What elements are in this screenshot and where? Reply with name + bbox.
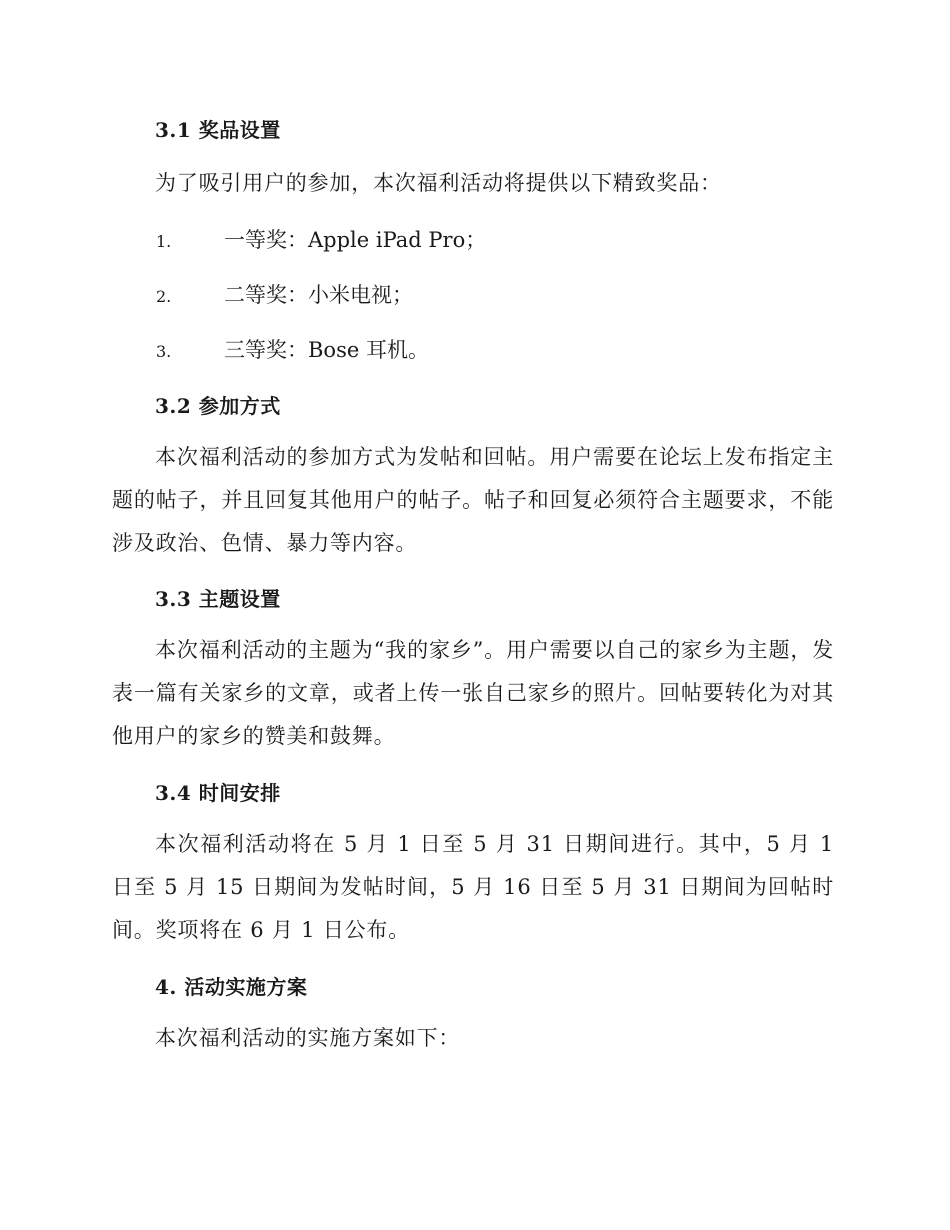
section-heading-3-2: 3.2 参加方式 bbox=[155, 394, 281, 418]
prize-text: 二等奖：小米电视； bbox=[224, 283, 413, 307]
list-number: 2. bbox=[156, 287, 172, 306]
prize-text: 一等奖：Apple iPad Pro； bbox=[224, 228, 487, 252]
prize-list-item bbox=[156, 334, 429, 364]
section-heading-4: 4. 活动实施方案 bbox=[155, 975, 308, 999]
prize-intro-paragraph: 为了吸引用户的参加，本次福利活动将提供以下精致奖品： bbox=[155, 171, 722, 195]
section-heading-3-1: 3.1 奖品设置 bbox=[155, 118, 281, 142]
prize-list-item bbox=[156, 279, 413, 309]
theme-paragraph: 本次福利活动的主题为“我的家乡”。用户需要以自己的家乡为主题，发表一篇有关家乡的文章，或者上传一张自己家乡的照片。回帖要转化为对其他用户的家乡的赞美和鼓舞。 bbox=[112, 638, 834, 748]
section-heading-3-3: 3.3 主题设置 bbox=[155, 587, 281, 611]
schedule-paragraph: 本次福利活动将在 5 月 1 日至 5 月 31 日期间进行。其中，5 月 1 日至 5 月 15 日期间为发帖时间，5 月 16 日至 5 月 31 日期间为回帖时间。奖项将在 6 月 1 日公布。 bbox=[112, 832, 834, 942]
implementation-paragraph: 本次福利活动的实施方案如下： bbox=[155, 1026, 461, 1050]
participation-paragraph: 本次福利活动的参加方式为发帖和回帖。用户需要在论坛上发布指定主题的帖子，并且回复其他用户的帖子。帖子和回复必须符合主题要求，不能涉及政治、色情、暴力等内容。 bbox=[112, 445, 834, 555]
list-number: 1. bbox=[156, 232, 172, 251]
prize-text: 三等奖：Bose 耳机。 bbox=[224, 338, 429, 362]
section-heading-3-4: 3.4 时间安排 bbox=[155, 781, 281, 805]
list-number: 3. bbox=[156, 342, 172, 361]
prize-list-item bbox=[156, 224, 486, 254]
